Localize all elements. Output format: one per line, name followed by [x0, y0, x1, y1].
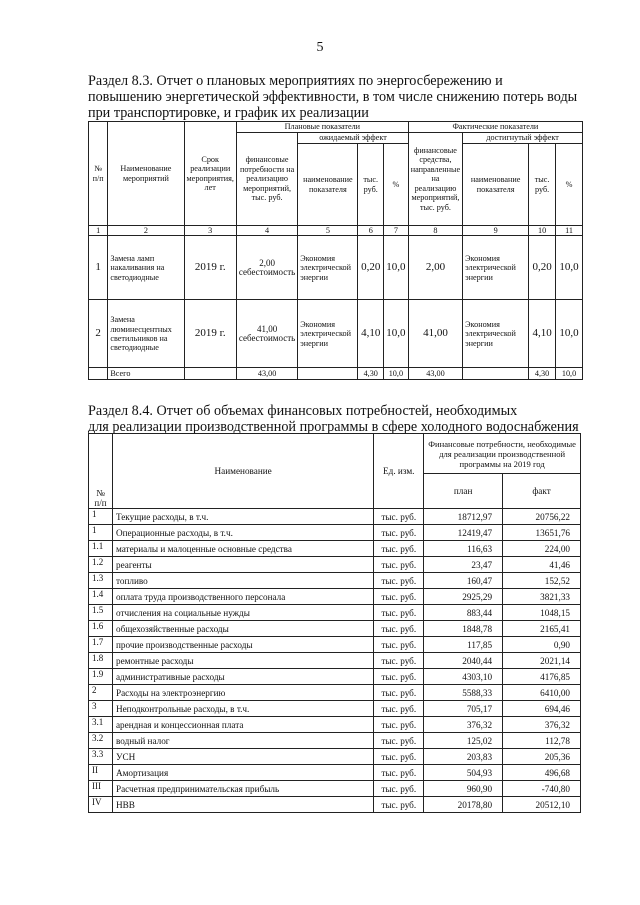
row-plan: 160,47 — [424, 573, 503, 589]
row-fact: 152,52 — [503, 573, 581, 589]
row-no: 1 — [89, 525, 113, 541]
row-unit: тыс. руб. — [374, 765, 424, 781]
row-no: 3.3 — [89, 749, 113, 765]
table-row — [89, 589, 581, 605]
row-no: 1.4 — [89, 589, 113, 605]
section-8-4-title — [88, 403, 586, 435]
row-plan: 203,83 — [424, 749, 503, 765]
row-name: Текущие расходы, в т.ч. — [112, 509, 373, 525]
row-unit: тыс. руб. — [374, 669, 424, 685]
col-number: 6 — [358, 226, 384, 236]
table-row — [89, 236, 583, 300]
row-unit: тыс. руб. — [374, 605, 424, 621]
row-name: реагенты — [112, 557, 373, 573]
row-fact: 2021,14 — [503, 653, 581, 669]
table-row — [89, 605, 581, 621]
table-row — [89, 669, 581, 685]
row-fact: 224,00 — [503, 541, 581, 557]
row-fact: 112,78 — [503, 733, 581, 749]
row-plan: 116,63 — [424, 541, 503, 557]
row-fact: 3821,33 — [503, 589, 581, 605]
header-name: Наименование мероприятий — [108, 122, 184, 226]
row-unit: тыс. руб. — [374, 589, 424, 605]
row-no: 3.1 — [89, 717, 113, 733]
row-no: IV — [89, 797, 113, 813]
row-rub: 0,20 — [358, 236, 384, 300]
row-unit: тыс. руб. — [374, 701, 424, 717]
row-pct-fact: 10,0 — [556, 300, 583, 368]
financial-needs-table — [88, 433, 581, 813]
table-row — [89, 637, 581, 653]
row-name: прочие производственные расходы — [112, 637, 373, 653]
row-no: 2 — [89, 300, 108, 368]
row-no: 2 — [89, 685, 113, 701]
row-plan: 960,90 — [424, 781, 503, 797]
table-row — [89, 300, 583, 368]
row-fact: 13651,76 — [503, 525, 581, 541]
col-number: 7 — [383, 226, 408, 236]
row-fin: 2,00 себестоимость — [236, 236, 297, 300]
row-term: 2019 г. — [184, 236, 236, 300]
header-unit: Ед. изм. — [374, 434, 424, 509]
row-fact: 20512,10 — [503, 797, 581, 813]
row-unit: тыс. руб. — [374, 733, 424, 749]
row-fact: 2165,41 — [503, 621, 581, 637]
total-pct-fact: 10,0 — [556, 368, 583, 380]
row-indicator-fact: Экономия электрической энергии — [463, 300, 529, 368]
row-fact: 6410,00 — [503, 685, 581, 701]
header-thous-fact: тыс. руб. — [529, 144, 556, 226]
row-name: материалы и малоценные основные средства — [112, 541, 373, 557]
table-row — [89, 509, 581, 525]
row-indicator: Экономия электрической энергии — [298, 300, 358, 368]
row-plan: 5588,33 — [424, 685, 503, 701]
header-plan: план — [424, 474, 503, 509]
row-fact: 41,46 — [503, 557, 581, 573]
row-unit: тыс. руб. — [374, 717, 424, 733]
row-unit: тыс. руб. — [374, 509, 424, 525]
total-fin-fact: 43,00 — [408, 368, 462, 380]
total-fin: 43,00 — [236, 368, 297, 380]
table-row — [89, 765, 581, 781]
row-no: 3 — [89, 701, 113, 717]
col-number: 9 — [463, 226, 529, 236]
row-unit: тыс. руб. — [374, 573, 424, 589]
table-row — [89, 701, 581, 717]
row-no: III — [89, 781, 113, 797]
row-plan: 376,32 — [424, 717, 503, 733]
table-row — [89, 541, 581, 557]
row-indicator-fact: Экономия электрической энергии — [463, 236, 529, 300]
row-pct: 10,0 — [383, 236, 408, 300]
row-pct-fact: 10,0 — [556, 236, 583, 300]
row-fact: 0,90 — [503, 637, 581, 653]
row-name: арендная и концессионная плата — [112, 717, 373, 733]
row-fact: 205,36 — [503, 749, 581, 765]
row-fin-fact: 41,00 — [408, 300, 462, 368]
row-name: общехозяйственные расходы — [112, 621, 373, 637]
header-achieved-effect: достигнутый эффект — [463, 133, 583, 144]
table-row — [89, 525, 581, 541]
row-plan: 23,47 — [424, 557, 503, 573]
row-name: Замена люминесцентных светильников на светодиодные — [108, 300, 184, 368]
total-rub: 4,30 — [358, 368, 384, 380]
energy-saving-measures-table — [88, 121, 583, 380]
col-number: 1 — [89, 226, 108, 236]
row-unit: тыс. руб. — [374, 541, 424, 557]
row-no: 1.2 — [89, 557, 113, 573]
header-no: № п/п — [89, 434, 113, 509]
header-name: Наименование — [112, 434, 373, 509]
table-row — [89, 573, 581, 589]
col-number: 2 — [108, 226, 184, 236]
row-pct: 10,0 — [383, 300, 408, 368]
row-name: Амортизация — [112, 765, 373, 781]
row-plan: 2925,29 — [424, 589, 503, 605]
header-pct-fact: % — [556, 144, 583, 226]
header-term: Срок реализации мероприятия, лет — [184, 122, 236, 226]
row-indicator: Экономия электрической энергии — [298, 236, 358, 300]
row-unit: тыс. руб. — [374, 797, 424, 813]
row-name: Неподконтрольные расходы, в т.ч. — [112, 701, 373, 717]
row-unit: тыс. руб. — [374, 557, 424, 573]
row-fin: 41,00 себестоимость — [236, 300, 297, 368]
col-number: 11 — [556, 226, 583, 236]
total-pct: 10,0 — [383, 368, 408, 380]
row-rub: 4,10 — [358, 300, 384, 368]
header-indicator-fact: наименование показателя — [463, 144, 529, 226]
header-fact: факт — [503, 474, 581, 509]
title-line: повышению энергетической эффективности, в том числе снижению потерь воды — [88, 89, 578, 105]
row-name: Расчетная предпринимательская прибыль — [112, 781, 373, 797]
row-rub-fact: 0,20 — [529, 236, 556, 300]
page-number: 5 — [316, 40, 324, 55]
row-fact: -740,80 — [503, 781, 581, 797]
row-unit: тыс. руб. — [374, 653, 424, 669]
title-line: при транспортировке, и график их реализации — [88, 105, 369, 121]
row-plan: 125,02 — [424, 733, 503, 749]
table-row — [89, 781, 581, 797]
total-row — [89, 368, 583, 380]
col-number: 5 — [298, 226, 358, 236]
table-row — [89, 557, 581, 573]
row-name: Замена ламп накаливания на светодиодные — [108, 236, 184, 300]
row-unit: тыс. руб. — [374, 781, 424, 797]
header-expected-effect: ожидаемый эффект — [298, 133, 409, 144]
row-name: водный налог — [112, 733, 373, 749]
header-fin-plan: финансовые потребности на реализацию мероприятий, тыс. руб. — [236, 133, 297, 226]
row-no: 1.8 — [89, 653, 113, 669]
row-plan: 1848,78 — [424, 621, 503, 637]
row-unit: тыс. руб. — [374, 685, 424, 701]
row-no: 1 — [89, 236, 108, 300]
header-fin: Финансовые потребности, необходимые для реализации производственной программы на 2019 год — [424, 434, 581, 474]
row-no: 1.7 — [89, 637, 113, 653]
row-term: 2019 г. — [184, 300, 236, 368]
row-name: административные расходы — [112, 669, 373, 685]
total-rub-fact: 4,30 — [529, 368, 556, 380]
row-fact: 1048,15 — [503, 605, 581, 621]
header-thous-plan: тыс. руб. — [358, 144, 384, 226]
col-number: 3 — [184, 226, 236, 236]
header-indicator-plan: наименование показателя — [298, 144, 358, 226]
row-plan: 18712,97 — [424, 509, 503, 525]
row-plan: 12419,47 — [424, 525, 503, 541]
row-fin-fact: 2,00 — [408, 236, 462, 300]
table-row — [89, 653, 581, 669]
row-no: 1.5 — [89, 605, 113, 621]
section-8-3-title — [88, 73, 586, 121]
row-fact: 496,68 — [503, 765, 581, 781]
table-row — [89, 749, 581, 765]
row-name: УСН — [112, 749, 373, 765]
row-fact: 376,32 — [503, 717, 581, 733]
row-plan: 20178,80 — [424, 797, 503, 813]
row-no: II — [89, 765, 113, 781]
row-no: 1.1 — [89, 541, 113, 557]
row-no: 3.2 — [89, 733, 113, 749]
row-name: топливо — [112, 573, 373, 589]
row-name: ремонтные расходы — [112, 653, 373, 669]
row-no: 1.9 — [89, 669, 113, 685]
row-fact: 20756,22 — [503, 509, 581, 525]
header-pct-plan: % — [383, 144, 408, 226]
title-line: Раздел 8.4. Отчет об объемах финансовых потребностей, необходимых — [88, 403, 518, 419]
row-name: отчисления на социальные нужды — [112, 605, 373, 621]
row-unit: тыс. руб. — [374, 621, 424, 637]
table-row — [89, 717, 581, 733]
header-planned: Плановые показатели — [236, 122, 408, 133]
row-unit: тыс. руб. — [374, 749, 424, 765]
row-plan: 705,17 — [424, 701, 503, 717]
header-no: № п/п — [89, 122, 108, 226]
row-rub-fact: 4,10 — [529, 300, 556, 368]
row-fact: 694,46 — [503, 701, 581, 717]
table-row — [89, 797, 581, 813]
row-plan: 504,93 — [424, 765, 503, 781]
row-fact: 4176,85 — [503, 669, 581, 685]
row-plan: 883,44 — [424, 605, 503, 621]
row-unit: тыс. руб. — [374, 637, 424, 653]
table-row — [89, 621, 581, 637]
total-label: Всего — [108, 368, 184, 380]
col-number: 8 — [408, 226, 462, 236]
row-plan: 4303,10 — [424, 669, 503, 685]
table-row — [89, 685, 581, 701]
row-no: 1.3 — [89, 573, 113, 589]
row-name: НВВ — [112, 797, 373, 813]
row-name: Операционные расходы, в т.ч. — [112, 525, 373, 541]
row-no: 1 — [89, 509, 113, 525]
row-no: 1.6 — [89, 621, 113, 637]
row-name: Расходы на электроэнергию — [112, 685, 373, 701]
table-row — [89, 733, 581, 749]
col-number: 4 — [236, 226, 297, 236]
row-name: оплата труда производственного персонала — [112, 589, 373, 605]
row-unit: тыс. руб. — [374, 525, 424, 541]
row-plan: 2040,44 — [424, 653, 503, 669]
title-line: Раздел 8.3. Отчет о плановых мероприятиях по энергосбережению и — [88, 73, 503, 89]
header-fin-fact: финансовые средства, направленные на реализацию мероприятий, тыс. руб. — [408, 133, 462, 226]
title-line: для реализации производственной программы в сфере холодного водоснабжения — [88, 419, 579, 435]
col-number: 10 — [529, 226, 556, 236]
header-actual: Фактические показатели — [408, 122, 582, 133]
row-plan: 117,85 — [424, 637, 503, 653]
